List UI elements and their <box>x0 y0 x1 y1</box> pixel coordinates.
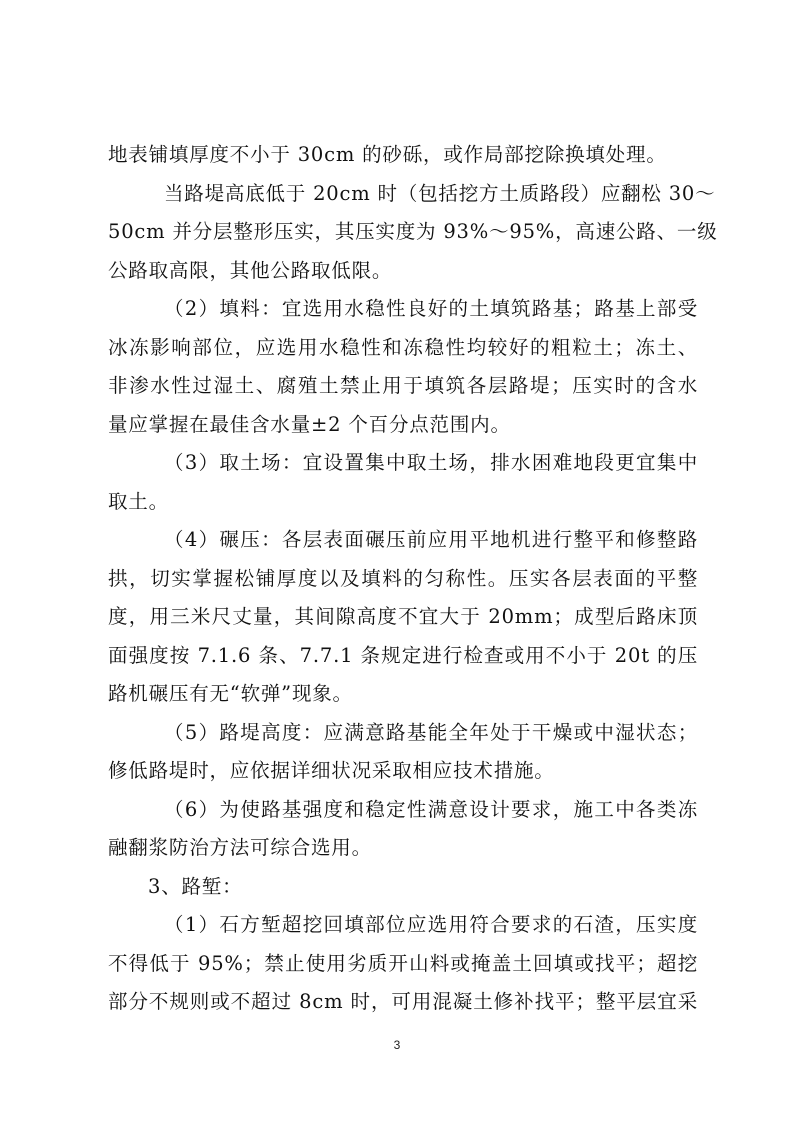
text-line: （3）取土场：宜设置集中取土场，排水困难地段更宜集中 <box>164 451 698 474</box>
text-line: （5）路堤高度：应满意路基能全年处于干燥或中湿状态； <box>164 720 698 744</box>
text-line: 修低路堤时，应依据详细状况采取相应技术措施。 <box>108 759 555 782</box>
text-line: （1）石方堑超挖回填部位应选用符合要求的石渣，压实度 <box>164 913 698 936</box>
page-number: 3 <box>393 1038 401 1052</box>
text-line: 面强度按 7.1.6 条、7.7.1 条规定进行检查或用不小于 20t 的压 <box>108 643 698 667</box>
document-body <box>108 136 718 1022</box>
text-line: （6）为使路基强度和稳定性满意设计要求，施工中各类冻 <box>164 797 698 821</box>
text-line: 拱，切实掌握松铺厚度以及填料的匀称性。压实各层表面的平整 <box>108 566 698 590</box>
text-line: 地表铺填厚度不小于 30cm 的砂砾，或作局部挖除换填处理。 <box>108 143 667 166</box>
section-heading: 3、路堑： <box>148 874 243 898</box>
text-line: 公路取高限，其他公路取低限。 <box>108 258 393 282</box>
text-line: （4）碾压：各层表面碾压前应用平地机进行整平和修整路 <box>164 528 698 551</box>
text-line: 度，用三米尺丈量，其间隙高度不宜大于 20mm；成型后路床顶 <box>108 605 698 628</box>
text-line: （2）填料：宜选用水稳性良好的土填筑路基；路基上部受 <box>164 297 698 320</box>
text-line: 融翻浆防治方法可综合选用。 <box>108 836 372 859</box>
text-line: 取土。 <box>108 489 169 513</box>
text-line: 50cm 并分层整形压实，其压实度为 93%～95%，高速公路、一级 <box>108 220 718 243</box>
text-line: 当路堤高底低于 20cm 时（包括挖方土质路段）应翻松 30～ <box>164 181 716 205</box>
text-line: 部分不规则或不超过 8cm 时，可用混凝土修补找平；整平层宜采 <box>108 990 698 1013</box>
text-line: 不得低于 95%；禁止使用劣质开山料或掩盖土回填或找平；超挖 <box>108 951 698 975</box>
text-line: 非渗水性过湿土、腐殖土禁止用于填筑各层路堤；压实时的含水 <box>108 374 698 397</box>
text-line: 冰冻影响部位，应选用水稳性和冻稳性均较好的粗粒土；冻土、 <box>108 335 698 359</box>
text-line: 量应掌握在最佳含水量±2 个百分点范围内。 <box>108 412 511 436</box>
text-line: 路机碾压有无“软弹”现象。 <box>108 682 353 705</box>
